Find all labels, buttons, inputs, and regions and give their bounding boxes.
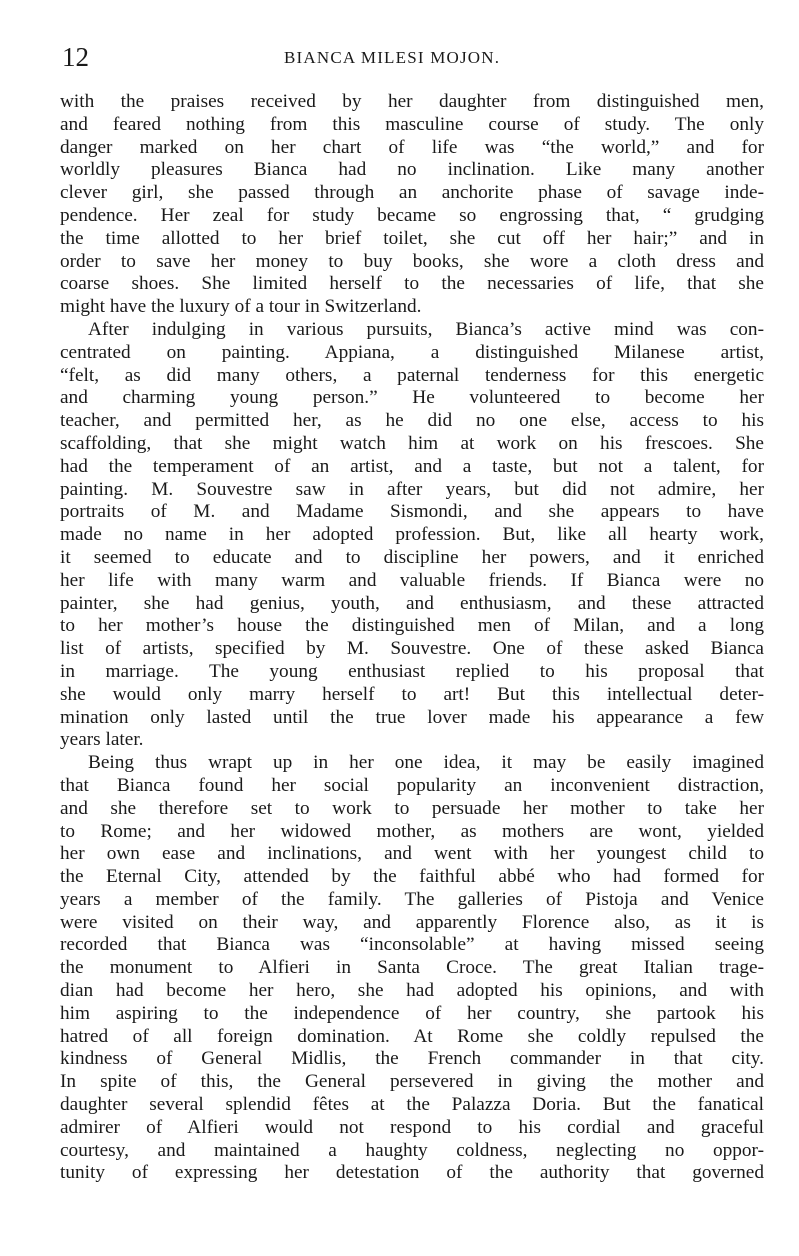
text-line: hatred of all foreign domination. At Rome she coldly repulsed the	[60, 1025, 764, 1047]
text-line: years later.	[60, 729, 144, 751]
paragraph-3	[60, 752, 764, 1185]
text-line: recorded that Bianca was “inconsolable” at having missed seeing	[60, 934, 764, 956]
paragraph-2	[60, 319, 764, 752]
body-text	[60, 91, 764, 1185]
text-line: her life with many warm and valuable friends. If Bianca were no	[60, 569, 764, 591]
text-line: the time allotted to her brief toilet, she cut off her hair;” and in	[60, 227, 764, 249]
text-line: were visited on their way, and apparently Florence also, as it is	[60, 911, 764, 933]
text-line: him aspiring to the independence of her country, she partook his	[60, 1002, 764, 1024]
text-line: painting. M. Souvestre saw in after years, but did not admire, her	[60, 478, 764, 500]
page-header	[62, 42, 762, 72]
text-line: admirer of Alfieri would not respond to his cordial and graceful	[60, 1116, 764, 1138]
text-line: the monument to Alfieri in Santa Croce. The great Italian trage-	[60, 957, 764, 979]
text-line: teacher, and permitted her, as he did no one else, access to his	[60, 410, 764, 432]
text-line: in marriage. The young enthusiast replied to his proposal that	[60, 660, 764, 682]
text-line: painter, she had genius, youth, and enthusiasm, and these attracted	[60, 592, 764, 614]
text-line: with the praises received by her daughter from distinguished men,	[60, 91, 764, 112]
text-line: the Eternal City, attended by the faithful abbé who had formed for	[60, 866, 764, 888]
text-line: “felt, as did many others, a paternal tenderness for this energetic	[60, 364, 764, 386]
text-line: had the temperament of an artist, and a taste, but not a talent, for	[60, 455, 764, 477]
text-line: her own ease and inclinations, and went with her youngest child to	[60, 843, 764, 865]
text-line: centrated on painting. Appiana, a distinguished Milanese artist,	[60, 341, 764, 363]
text-line: kindness of General Midlis, the French commander in that city.	[60, 1048, 764, 1070]
text-line: daughter several splendid fêtes at the Palazza Doria. But the fanatical	[60, 1094, 764, 1116]
text-line: mination only lasted until the true lover made his appearance a few	[60, 706, 764, 728]
text-line: and charming young person.” He volunteered to become her	[60, 387, 764, 409]
text-line: clever girl, she passed through an anchorite phase of savage inde-	[60, 182, 764, 204]
text-line: portraits of M. and Madame Sismondi, and she appears to have	[60, 501, 764, 523]
text-line: After indulging in various pursuits, Bianca’s active mind was con-	[88, 318, 764, 340]
text-line: Being thus wrapt up in her one idea, it may be easily imagined	[88, 752, 764, 774]
text-line: made no name in her adopted profession. But, like all hearty work,	[60, 524, 764, 546]
page-number: 12	[62, 42, 89, 72]
text-line: years a member of the family. The galleries of Pistoja and Venice	[60, 888, 764, 910]
text-line: coarse shoes. She limited herself to the necessaries of life, that she	[60, 273, 764, 295]
text-line: In spite of this, the General persevered in giving the mother and	[60, 1071, 764, 1093]
text-line: pendence. Her zeal for study became so engrossing that, “ grudging	[60, 204, 764, 226]
text-line: she would only marry herself to art! But this intellectual deter-	[60, 683, 764, 705]
text-line: to her mother’s house the distinguished men of Milan, and a long	[60, 615, 764, 637]
text-line: and she therefore set to work to persuade her mother to take her	[60, 797, 764, 819]
text-line: it seemed to educate and to discipline her powers, and it enriched	[60, 546, 764, 568]
text-line: that Bianca found her social popularity an inconvenient distraction,	[60, 774, 764, 796]
text-line: tunity of expressing her detestation of the authority that governed	[60, 1162, 764, 1184]
text-line: and feared nothing from this masculine course of study. The only	[60, 113, 764, 135]
text-line: order to save her money to buy books, she wore a cloth dress and	[60, 250, 764, 272]
text-line: dian had become her hero, she had adopted his opinions, and with	[60, 980, 764, 1002]
text-line: courtesy, and maintained a haughty coldness, neglecting no oppor-	[60, 1139, 764, 1161]
text-line: list of artists, specified by M. Souvestre. One of these asked Bianca	[60, 638, 764, 660]
text-line: to Rome; and her widowed mother, as mothers are wont, yielded	[60, 820, 764, 842]
text-line: might have the luxury of a tour in Switzerland.	[60, 296, 422, 318]
paragraph-1	[60, 91, 764, 319]
text-line: danger marked on her chart of life was “the world,” and for	[60, 136, 764, 158]
running-head: BIANCA MILESI MOJON.	[284, 48, 501, 67]
text-line: worldly pleasures Bianca had no inclination. Like many another	[60, 159, 764, 181]
text-line: scaffolding, that she might watch him at work on his frescoes. She	[60, 432, 764, 454]
